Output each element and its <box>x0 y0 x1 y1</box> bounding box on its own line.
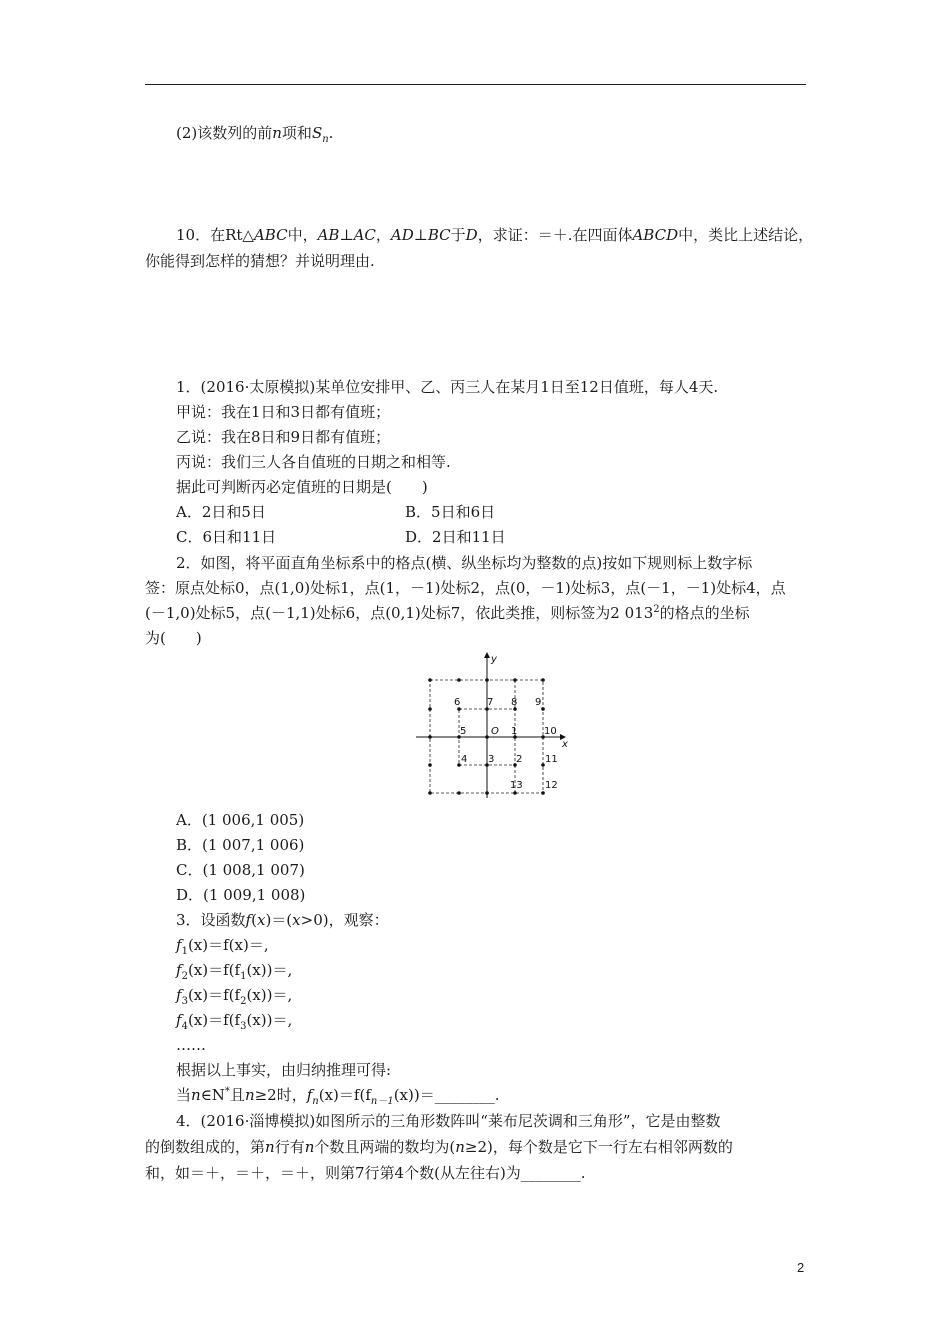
sub: 3 <box>181 996 188 1007</box>
text: >0)，观察： <box>300 911 389 929</box>
superscript: 2 <box>653 604 660 615</box>
q4-line2 <box>145 1137 733 1157</box>
text: 中， <box>287 226 318 244</box>
lattice-point <box>485 791 489 795</box>
q9-part2 <box>176 123 333 143</box>
text: (x)＝f(f <box>187 1011 241 1029</box>
point-label: 7 <box>487 697 494 708</box>
lattice-point <box>428 791 432 795</box>
sub: 1 <box>181 946 188 957</box>
lattice-point <box>485 678 489 682</box>
lattice-point <box>428 678 432 682</box>
q1-option-b: B．5日和6日 <box>405 503 496 521</box>
q2-line4: 为( ) <box>145 629 202 647</box>
sub: n－1 <box>370 1096 394 1107</box>
point-label: 9 <box>535 697 542 708</box>
text: 且 <box>229 1086 245 1104</box>
text: (x))＝, <box>246 1011 293 1029</box>
text: 个数且两端的数均为( <box>314 1138 456 1156</box>
var: AD <box>390 226 414 244</box>
q4-line3: 和，如＝＋，＝＋，＝＋，则第7行第4个数(从左往右)为________. <box>145 1164 586 1182</box>
var-S: S <box>311 124 323 142</box>
lattice-point <box>541 678 545 682</box>
lattice-point <box>513 678 517 682</box>
text: ( <box>251 911 257 929</box>
q3-f1 <box>176 935 269 955</box>
point-label: 11 <box>545 754 558 765</box>
point-label: 3 <box>488 754 495 765</box>
text: 10．在Rt△ <box>176 226 254 244</box>
sub: 1 <box>240 971 247 982</box>
text: 的格点的坐标 <box>659 604 750 622</box>
q1-option-c: C．6日和11日 <box>176 528 277 546</box>
var: ABCD <box>632 226 679 244</box>
axis-label-x: x <box>562 739 568 750</box>
text: )＝( <box>265 911 293 929</box>
sub: 2 <box>181 971 188 982</box>
point-label: 10 <box>544 726 557 737</box>
y-axis-arrow <box>484 652 490 658</box>
q2-option-a: A．(1 006,1 005) <box>176 811 305 829</box>
text: 中，类比上述结论， <box>678 226 814 244</box>
lattice-point <box>485 735 489 739</box>
q3-dots: …… <box>176 1036 206 1054</box>
point-label: 6 <box>454 697 461 708</box>
text: 3．设函数 <box>176 911 246 929</box>
text: (－1,0)处标5，点(－1,1)处标6，点(0,1)处标7，依此类推，则标签为2 013 <box>145 604 654 622</box>
lattice-point <box>457 678 461 682</box>
q1-line1: 1．(2016·太原模拟)某单位安排甲、乙、丙三人在某月1日至12日值班，每人4天. <box>176 378 719 396</box>
var-n: n <box>272 124 282 142</box>
q3-f2 <box>176 960 292 980</box>
var: AB <box>317 226 340 244</box>
text: ， <box>375 226 391 244</box>
q2-line2: 签：原点处标0，点(1,0)处标1，点(1，－1)处标2，点(0，－1)处标3，点(－1，－1)处标4，点 <box>145 579 786 597</box>
lattice-point <box>541 791 545 795</box>
text: ≥2)，每个数是它下一行左右相邻两数的 <box>464 1138 733 1156</box>
var: f <box>176 1011 182 1029</box>
q2-option-d: D．(1 009,1 008) <box>176 886 306 904</box>
lattice-point <box>428 735 432 739</box>
text: (x)＝f(f <box>187 961 241 979</box>
q1-option-d: D．2日和11日 <box>405 528 506 546</box>
text: 行有 <box>274 1138 305 1156</box>
text: ∈N <box>200 1086 225 1104</box>
var: n <box>455 1138 465 1156</box>
lattice-point <box>541 707 545 711</box>
point-label: 2 <box>516 754 523 765</box>
sup: * <box>224 1086 230 1097</box>
lattice-point <box>428 707 432 711</box>
text: ⊥ <box>339 226 354 244</box>
q1-option-a: A．2日和5日 <box>176 503 266 521</box>
var: f <box>306 1086 313 1104</box>
text: (x)＝f(f <box>318 1086 371 1104</box>
sub: 3 <box>240 1021 247 1032</box>
q3-induce: 根据以上事实，由归纳推理可得: <box>176 1061 392 1079</box>
q2-option-c: C．(1 008,1 007) <box>176 861 305 879</box>
q3-f3 <box>176 985 292 1005</box>
q10-line1 <box>176 225 813 245</box>
q2-option-b: B．(1 007,1 006) <box>176 836 305 854</box>
sub-n: n <box>322 134 329 145</box>
point-label: 4 <box>461 754 468 765</box>
q4-line1: 4．(2016·淄博模拟)如图所示的三角形数阵叫“莱布尼茨调和三角形”，它是由整数 <box>176 1112 721 1130</box>
text: (x))＝, <box>246 961 293 979</box>
text: 于 <box>450 226 466 244</box>
lattice-point <box>513 791 517 795</box>
var: f <box>176 936 182 954</box>
var: x <box>292 911 301 929</box>
var: D <box>465 226 478 244</box>
text: ，求证：＝＋.在四面体 <box>477 226 633 244</box>
text: (x))＝________. <box>393 1086 500 1104</box>
sub: n <box>312 1096 319 1107</box>
lattice-point <box>428 763 432 767</box>
var: x <box>256 911 266 929</box>
q1-line2: 甲说：我在1日和3日都有值班； <box>176 403 391 421</box>
point-label: 12 <box>545 780 558 791</box>
q1-line4: 丙说：我们三人各自值班的日期之和相等. <box>176 453 451 471</box>
sub: 4 <box>181 1021 188 1032</box>
q1-line3: 乙说：我在8日和9日都有值班； <box>176 428 391 446</box>
text: 当 <box>176 1086 192 1104</box>
period: . <box>328 124 334 142</box>
page-number: 2 <box>797 1260 805 1275</box>
text: (x))＝, <box>246 986 293 1004</box>
q3-question <box>176 1085 499 1105</box>
var: n <box>304 1138 315 1156</box>
point-label: 5 <box>460 726 467 737</box>
sub: 2 <box>240 996 247 1007</box>
var: f <box>245 911 252 929</box>
point-label: 13 <box>510 780 523 791</box>
var: n <box>244 1086 255 1104</box>
q1-line5: 据此可判断丙必定值班的日期是( ) <box>176 478 428 496</box>
var: f <box>176 961 182 979</box>
q3-f4 <box>176 1010 292 1030</box>
point-label: 1 <box>511 726 518 737</box>
text: ⊥ <box>413 226 428 244</box>
var: AC <box>353 226 376 244</box>
q10-line2: 你能得到怎样的猜想？并说明理由. <box>145 252 375 270</box>
var: n <box>191 1086 201 1104</box>
text: 的倒数组成的，第 <box>145 1138 266 1156</box>
lattice-figure <box>412 652 572 800</box>
text: (x)＝f(x)＝, <box>187 936 269 954</box>
q2-line3 <box>145 603 750 623</box>
var: ABC <box>253 226 288 244</box>
var: n <box>265 1138 275 1156</box>
point-label: 8 <box>511 697 518 708</box>
q9-text2: 项和 <box>281 124 312 142</box>
lattice-point <box>457 791 461 795</box>
q3-line1 <box>176 910 389 930</box>
q9-text: (2)该数列的前 <box>176 124 273 142</box>
var: f <box>176 986 182 1004</box>
header-rule <box>145 84 806 85</box>
q2-line1: 2．如图，将平面直角坐标系中的格点(横、纵坐标均为整数的点)按如下规则标上数字标 <box>176 554 753 572</box>
axis-label-y: y <box>491 654 497 665</box>
text: (x)＝f(f <box>187 986 241 1004</box>
text: ≥2时， <box>254 1086 307 1104</box>
var: BC <box>427 226 451 244</box>
origin-label: O <box>491 726 499 737</box>
